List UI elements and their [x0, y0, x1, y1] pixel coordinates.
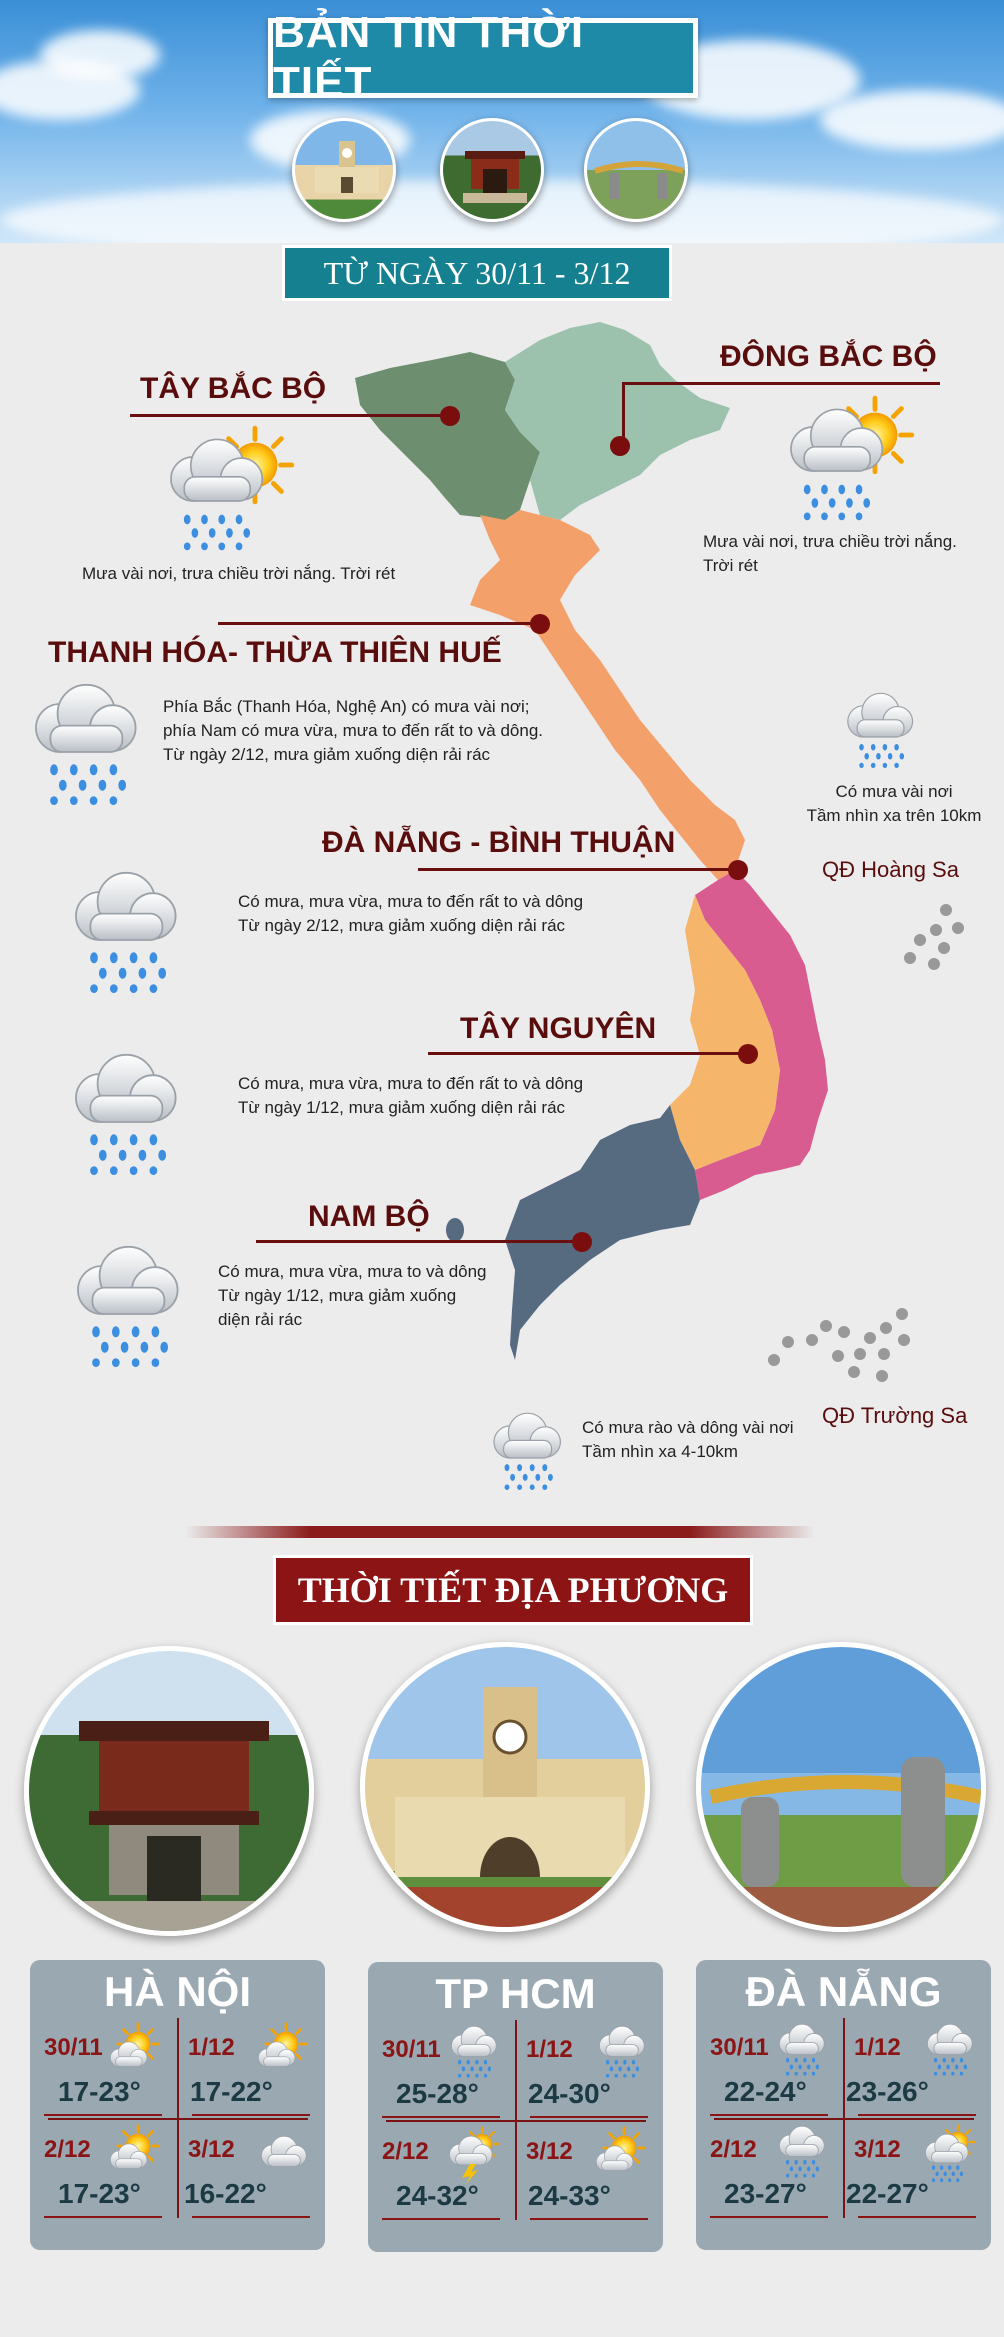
- region-desc-dong-bac: Mưa vài nơi, trưa chiều trời nắng. Trời rét: [703, 532, 957, 575]
- page-title: BẢN TIN THỜI TIẾT: [268, 18, 698, 98]
- cloud-rain-icon: [444, 2024, 502, 2082]
- forecast-day: 3/12 16-22°: [180, 2120, 320, 2220]
- cloud-rain-icon: [24, 680, 149, 810]
- cloud-rain-icon: [592, 2024, 650, 2082]
- cloud-rain-icon: [64, 868, 189, 998]
- sun-cloud-rain-icon: [920, 2124, 978, 2182]
- cloud-rain-icon: [772, 2022, 830, 2080]
- forecast-day: 30/11 25-28°: [370, 2020, 510, 2120]
- region-title-dong-bac: ĐÔNG BẮC BỘ: [720, 340, 937, 373]
- forecast-day: 30/11 17-23°: [32, 2018, 172, 2118]
- region-desc-tay-bac: Mưa vài nơi, trưa chiều trời nắng. Trời rét: [82, 564, 396, 583]
- photo-golden-bridge: [696, 1642, 986, 1932]
- region-title-da-nang-binh-thuan: ĐÀ NẴNG - BÌNH THUẬN: [322, 826, 676, 859]
- cloud-decoration: [40, 30, 160, 80]
- leader-line: [622, 382, 940, 385]
- region-desc-da-nang-binh-thuan: Có mưa, mưa vừa, mưa to đến rất to và dông Từ ngày 2/12, mưa giảm xuống diện rải rác: [238, 892, 584, 935]
- forecast-day: 1/12 24-30°: [518, 2020, 658, 2120]
- region-marker-da-nang-binh-thuan[interactable]: [728, 860, 748, 880]
- city-name: ĐÀ NẴNG: [745, 1968, 942, 2015]
- city-card-hanoi: [30, 1960, 325, 2250]
- city-card-tp-hcm: [368, 1962, 663, 2252]
- thunderstorm-icon: [444, 2126, 502, 2184]
- island-dots-truong-sa: [768, 1306, 918, 1396]
- leader-line: [428, 1052, 748, 1055]
- city-name: TP HCM: [435, 1970, 596, 2017]
- leader-line: [218, 622, 538, 625]
- thumbnail-temple-of-literature: [440, 118, 544, 222]
- leader-line: [256, 1240, 582, 1243]
- cloud-rain-icon: [772, 2124, 830, 2182]
- map-phu-quoc-island: [446, 1218, 464, 1242]
- sun-cloud-icon: [592, 2126, 650, 2178]
- sun-cloud-icon: [106, 2124, 164, 2176]
- local-weather-title: THỜI TIẾT ĐỊA PHƯƠNG: [273, 1555, 753, 1625]
- sun-cloud-icon: [254, 2022, 312, 2074]
- cloud-rain-icon: [66, 1242, 191, 1372]
- island-desc-hoang-sa: Có mưa vài nơi Tầm nhìn xa trên 10km: [806, 782, 982, 825]
- region-title-tay-bac: TÂY BẮC BỘ: [140, 372, 327, 405]
- date-range-banner: TỪ NGÀY 30/11 - 3/12: [282, 245, 672, 301]
- region-marker-thanh-hoa-hue[interactable]: [530, 614, 550, 634]
- cloud-decoration: [820, 90, 1004, 150]
- sun-cloud-rain-icon: [780, 395, 915, 530]
- region-title-tay-nguyen: TÂY NGUYÊN: [460, 1012, 657, 1045]
- section-divider: [185, 1526, 815, 1538]
- leader-line: [622, 382, 625, 444]
- forecast-day: 1/12 23-26°: [846, 2018, 986, 2118]
- photo-ben-thanh-market: [360, 1642, 650, 1932]
- photo-hanoi-temple: [24, 1646, 314, 1936]
- forecast-day: 1/12 17-22°: [180, 2018, 320, 2118]
- region-title-thanh-hoa-hue: THANH HÓA- THỪA THIÊN HUẾ: [48, 636, 502, 669]
- cloud-icon: [254, 2124, 312, 2176]
- region-desc-tay-nguyen: Có mưa, mưa vừa, mưa to đến rất to và dông Từ ngày 1/12, mưa giảm xuống diện rải rác: [238, 1074, 584, 1117]
- island-label-truong-sa: QĐ Trường Sa: [822, 1403, 968, 1428]
- cloud-rain-icon: [64, 1050, 189, 1180]
- forecast-day: 3/12 22-27°: [846, 2120, 986, 2220]
- cloud-rain-icon: [486, 1410, 568, 1492]
- sun-cloud-rain-icon: [160, 425, 295, 560]
- thumbnail-ben-thanh-market: [292, 118, 396, 222]
- region-desc-thanh-hoa-hue: Phía Bắc (Thanh Hóa, Nghệ An) có mưa vài nơi; phía Nam có mưa vừa, mưa to đến rất to và dông. Từ ngày 2/12, mưa giảm xuống diện rải rác: [163, 697, 543, 764]
- forecast-day: 2/12 24-32°: [370, 2122, 510, 2222]
- forecast-day: 2/12 17-23°: [32, 2120, 172, 2220]
- map-region-tay-bac: [355, 352, 540, 520]
- forecast-day: 3/12 24-33°: [518, 2122, 658, 2222]
- city-name: HÀ NỘI: [104, 1968, 251, 2015]
- leader-line: [130, 414, 450, 417]
- sun-cloud-icon: [106, 2022, 164, 2074]
- region-marker-tay-bac[interactable]: [440, 406, 460, 426]
- region-desc-nam-bo: Có mưa, mưa vừa, mưa to và dông Từ ngày 1/12, mưa giảm xuống diện rải rác: [218, 1262, 487, 1329]
- leader-line: [418, 868, 738, 871]
- cloud-rain-icon: [840, 690, 920, 770]
- island-label-hoang-sa: QĐ Hoàng Sa: [822, 857, 959, 882]
- forecast-day: 30/11 22-24°: [698, 2018, 838, 2118]
- map-region-dong-bac: [505, 322, 730, 520]
- region-marker-tay-nguyen[interactable]: [738, 1044, 758, 1064]
- city-card-da-nang: [696, 1960, 991, 2250]
- region-marker-nam-bo[interactable]: [572, 1232, 592, 1252]
- island-desc-truong-sa: Có mưa rào và dông vài nơi Tầm nhìn xa 4-10km: [582, 1418, 794, 1461]
- region-title-nam-bo: NAM BỘ: [308, 1200, 430, 1233]
- island-dots-hoang-sa: [900, 900, 970, 970]
- cloud-rain-icon: [920, 2022, 978, 2080]
- forecast-day: 2/12 23-27°: [698, 2120, 838, 2220]
- region-marker-dong-bac[interactable]: [610, 436, 630, 456]
- map-region-nam-bo: [505, 1105, 700, 1360]
- thumbnail-golden-bridge: [584, 118, 688, 222]
